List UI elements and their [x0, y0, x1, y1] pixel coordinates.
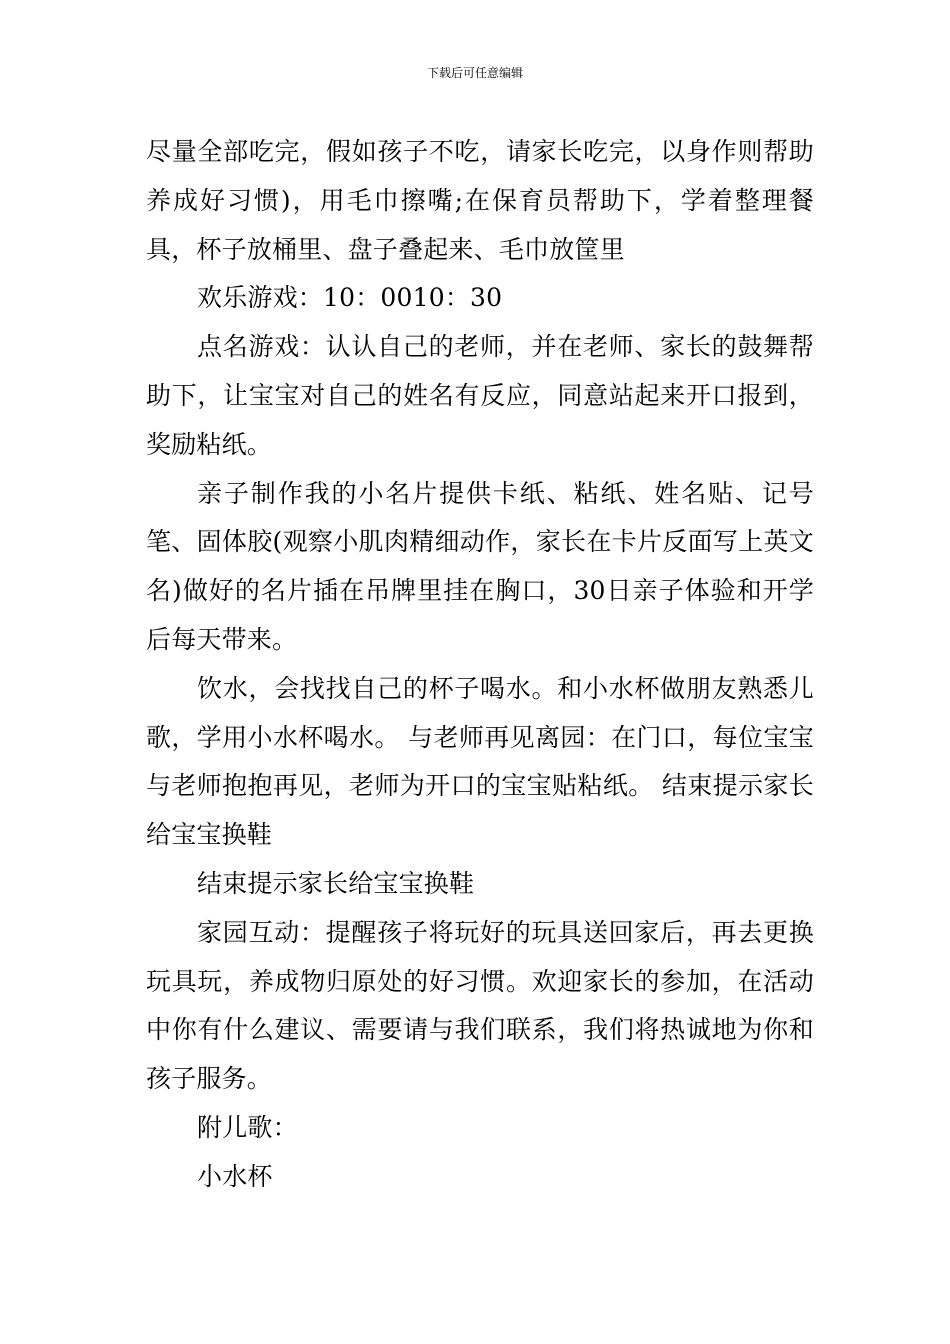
paragraph-rhyme-title: 小水杯: [197, 1161, 273, 1191]
paragraph-drinking-water: 饮水，会找找自己的杯子喝水。和小水杯做朋友熟悉儿歌，学用小水杯喝水。 与老师再见离园：在门口，每位宝宝与老师抱抱再见，老师为开口的宝宝贴粘纸。 结束提示家长给宝宝换鞋: [146, 673, 814, 850]
paragraph-home-interaction: 家园互动：提醒孩子将玩好的玩具送回家后，再去更换玩具玩，养成物归原处的好习惯。欢迎家长的参加，在活动中你有什么建议、需要请与我们联系，我们将热诚地为你和孩子服务。: [146, 917, 814, 1094]
paragraph-nursery-rhyme-heading: 附儿歌：: [197, 1112, 298, 1142]
document-body: [146, 128, 814, 1202]
paragraph-continuation: 尽量全部吃完，假如孩子不吃，请家长吃完，以身作则帮助养成好习惯)，用毛巾擦嘴;在保育员帮助下，学着整理餐具，杯子放桶里、盘子叠起来、毛巾放筐里: [146, 137, 814, 264]
paragraph-roll-call-game: 点名游戏：认认自己的老师，并在老师、家长的鼓舞帮助下，让宝宝对自己的姓名有反应，同意站起来开口报到，奖励粘纸。: [146, 332, 814, 459]
paragraph-end-reminder: 结束提示家长给宝宝换鞋: [197, 868, 475, 898]
page-header-note: 下载后可任意编辑: [426, 66, 523, 80]
paragraph-game-time: 欢乐游戏：10：0010：30: [197, 283, 503, 313]
paragraph-name-card-craft: 亲子制作我的小名片提供卡纸、粘纸、姓名贴、记号笔、固体胶(观察小肌肉精细动作，家长在卡片反面写上英文名)做好的名片插在吊牌里挂在胸口，30日亲子体验和开学后每天带来。: [146, 478, 814, 654]
